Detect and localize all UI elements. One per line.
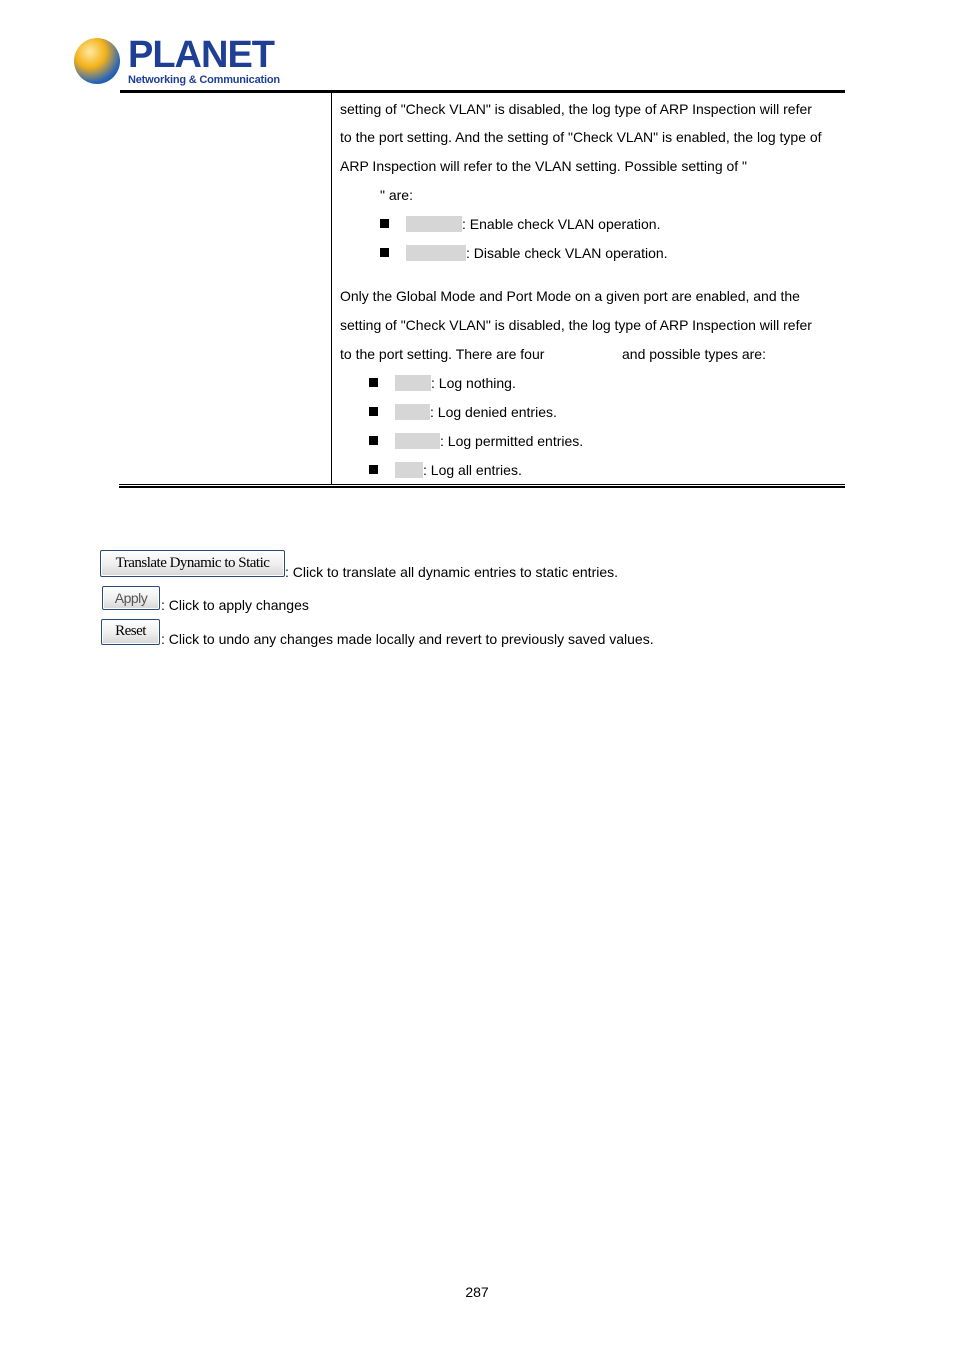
apply-desc: : Click to apply changes — [161, 597, 309, 613]
reset-button[interactable]: Reset — [101, 619, 160, 645]
desc-line-1: setting of "Check VLAN" is disabled, the log type of ARP Inspection will refer — [340, 101, 812, 117]
bullet-icon — [369, 407, 378, 416]
check-vlan-enable-desc: : Enable check VLAN operation. — [462, 216, 661, 232]
option-label-placeholder — [406, 245, 466, 261]
reset-desc: : Click to undo any changes made locally and revert to previously saved values. — [161, 631, 654, 647]
bullet-icon — [369, 436, 378, 445]
table-bottom-border — [119, 484, 845, 488]
para2-line-3: to the port setting. There are four — [340, 346, 545, 362]
translate-desc: : Click to translate all dynamic entries to static entries. — [285, 564, 619, 580]
log-type-all-desc: : Log all entries. — [423, 462, 522, 478]
log-type-permit-desc: : Log permitted entries. — [440, 433, 584, 449]
table-top-border — [120, 90, 845, 93]
desc-line-4: " are: — [380, 187, 413, 203]
option-label-placeholder — [406, 216, 462, 232]
logo-wordmark: PLANET — [128, 34, 274, 76]
log-type-placeholder — [395, 375, 431, 391]
log-type-deny-desc: : Log denied entries. — [430, 404, 557, 420]
para2-line-2: setting of "Check VLAN" is disabled, the log type of ARP Inspection will refer — [340, 317, 812, 333]
globe-icon — [74, 38, 120, 84]
logo-subtitle: Networking & Communication — [128, 74, 280, 86]
page-number: 287 — [465, 1284, 489, 1300]
log-type-placeholder — [395, 404, 430, 420]
planet-logo — [72, 34, 280, 90]
desc-line-3: ARP Inspection will refer to the VLAN setting. Possible setting of " — [340, 158, 748, 174]
bullet-icon — [380, 219, 389, 228]
desc-line-2: to the port setting. And the setting of "Check VLAN" is enabled, the log type of — [340, 129, 822, 145]
para2-line-1: Only the Global Mode and Port Mode on a given port are enabled, and the — [340, 288, 800, 304]
bullet-icon — [380, 248, 389, 257]
log-type-placeholder — [395, 433, 440, 449]
log-type-none-desc: : Log nothing. — [431, 375, 516, 391]
log-type-placeholder — [395, 462, 423, 478]
apply-button[interactable]: Apply — [102, 586, 160, 610]
check-vlan-disable-desc: : Disable check VLAN operation. — [466, 245, 668, 261]
bullet-icon — [369, 378, 378, 387]
table-column-divider — [331, 93, 332, 485]
bullet-icon — [369, 465, 378, 474]
para2-line-3-tail: and possible types are: — [622, 346, 766, 362]
translate-dynamic-to-static-button[interactable]: Translate Dynamic to Static — [100, 550, 285, 577]
